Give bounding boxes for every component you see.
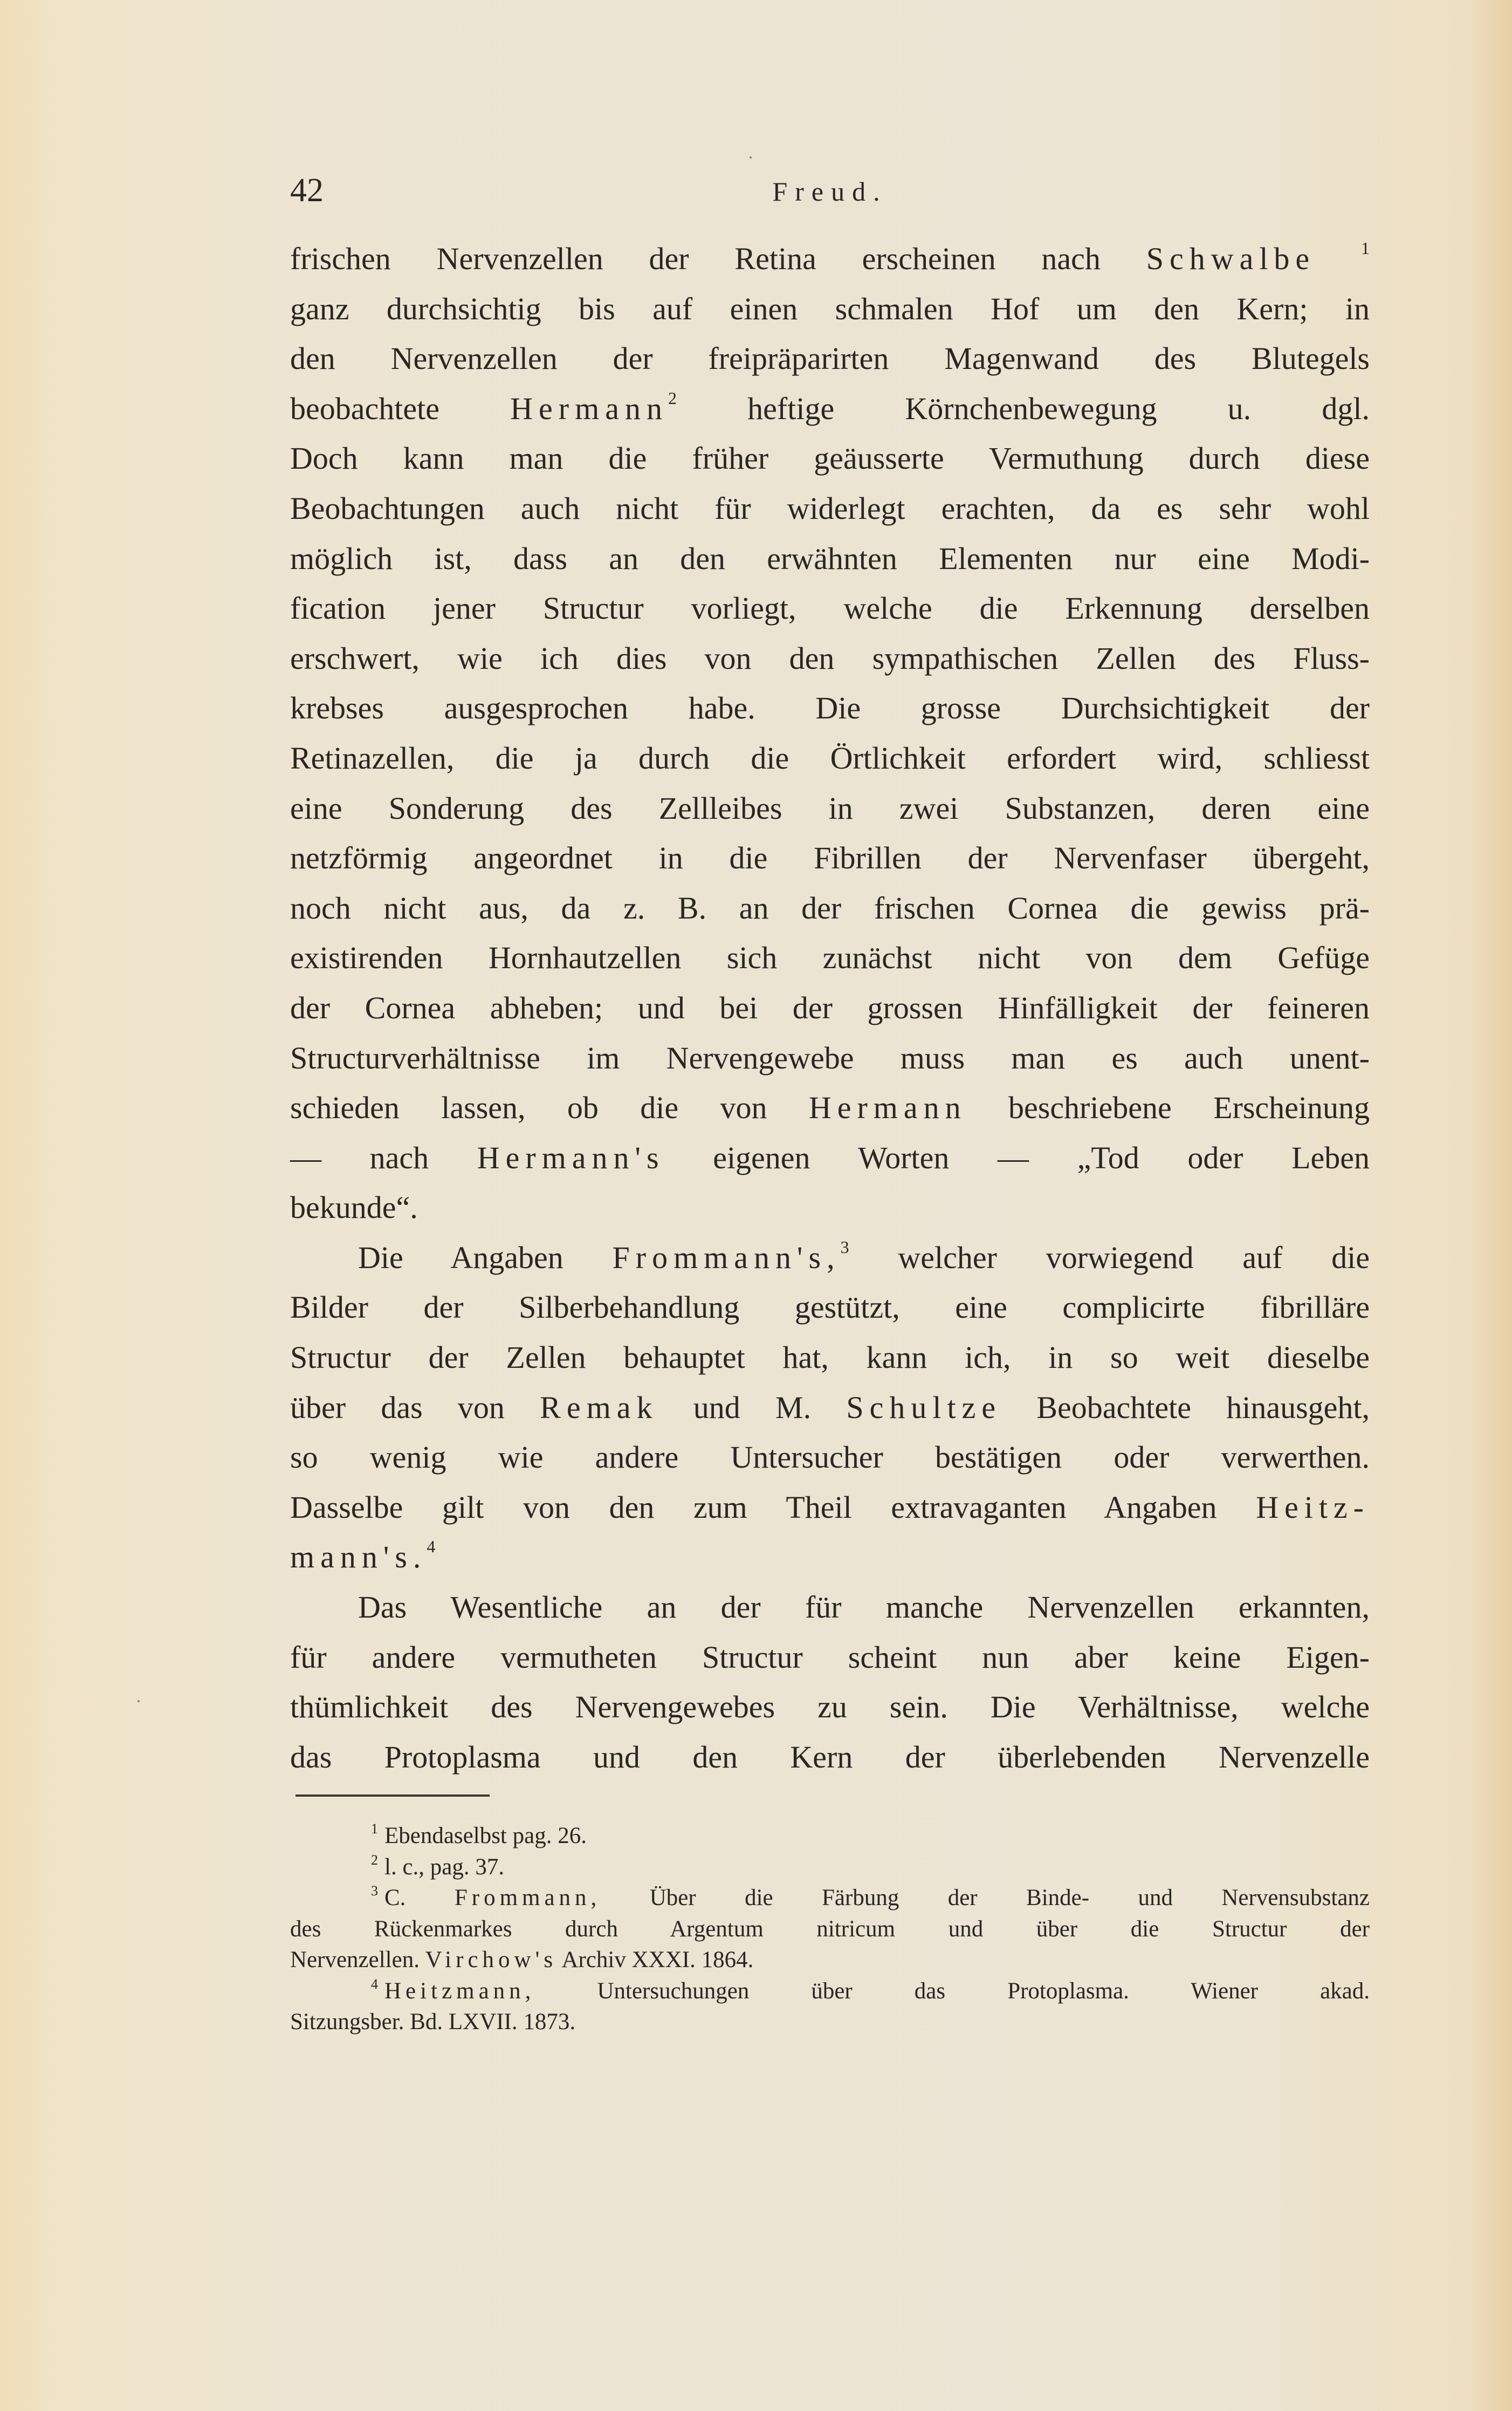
text-run: Beobachtete hinausgeht, (1001, 1389, 1370, 1425)
text-line (290, 1183, 1370, 1233)
text-run: Beobachtungen auch nicht für widerlegt erachten, da es sehr wohl (290, 490, 1370, 526)
text-line (290, 384, 1370, 434)
footnote-marker: 4 (371, 1976, 378, 1992)
text-run: ganz durchsichtig bis auf einen schmalen Hof um den Kern; in (290, 291, 1370, 326)
text-line (290, 334, 1370, 384)
text-run: Nervenzellen. (290, 1947, 425, 1972)
footnote-line (290, 1882, 1370, 1914)
text-line (290, 1283, 1370, 1333)
text-run: existirenden Hornhautzellen sich zunächst nicht von dem Gefüge (290, 940, 1370, 976)
page-number: 42 (290, 172, 324, 209)
text-run: möglich ist, dass an den erwähnten Elementen nur eine Modi- (290, 540, 1370, 576)
footnote-line (290, 1976, 1370, 2007)
author-name: Remak (540, 1389, 658, 1425)
text-run: Archiv XXXI. 1864. (557, 1947, 754, 1972)
text-run: Sitzungsber. Bd. LXVII. 1873. (290, 2009, 576, 2035)
text-line (290, 484, 1370, 534)
author-name: Heitz- (1256, 1489, 1370, 1525)
text-line (290, 634, 1370, 684)
text-line (290, 1083, 1370, 1133)
text-line (290, 683, 1370, 734)
text-line (290, 933, 1370, 983)
text-run: Untersuchungen über das Protoplasma. Wiener akad. (535, 1978, 1370, 2004)
text-run: Über die Färbung der Binde- und Nervensubstanz (601, 1885, 1370, 1910)
text-run: welcher vorwiegend auf die (849, 1239, 1370, 1275)
footnote-separator (295, 1794, 490, 1797)
text-run: Ebendaselbst pag. 26. (384, 1823, 587, 1848)
text-line (290, 883, 1370, 934)
author-name: mann's. (290, 1539, 427, 1575)
text-line (290, 1333, 1370, 1383)
text-line (290, 1532, 1370, 1583)
text-run: bekunde“. (290, 1190, 418, 1225)
footnote-reference[interactable]: 4 (427, 1537, 436, 1557)
text-run: Retinazellen, die ja durch die Örtlichkeit erfordert wird, schliesst (290, 740, 1370, 776)
text-run: — nach (290, 1140, 477, 1175)
text-line (290, 1633, 1370, 1683)
text-line (290, 434, 1370, 484)
text-run: noch nicht aus, da z. B. an der frischen Cornea die gewiss prä- (290, 890, 1370, 926)
paper-speck (138, 1700, 140, 1702)
text-line (290, 1033, 1370, 1084)
text-run: den Nervenzellen der freipräparirten Magenwand des Blutegels (290, 341, 1370, 376)
paper-speck (750, 156, 752, 159)
text-run: das Protoplasma und den Kern der überlebenden Nervenzelle (290, 1739, 1370, 1775)
footnote-line (290, 1820, 1370, 1852)
footnotes (290, 1820, 1370, 2038)
author-name: Frommann, (454, 1885, 601, 1910)
footnote-line (290, 2006, 1370, 2038)
body-text (290, 234, 1370, 1782)
text-line (290, 1233, 1370, 1283)
text-line (290, 1483, 1370, 1533)
text-run: Doch kann man die früher geäusserte Vermuthung durch diese (290, 441, 1370, 476)
footnote-line (290, 1914, 1370, 1945)
text-run: C. (384, 1885, 455, 1910)
footnote-reference[interactable]: 3 (840, 1237, 849, 1257)
author-name: Schwalbe (1146, 241, 1316, 276)
text-run: erschwert, wie ich dies von den sympathischen Zellen des Fluss- (290, 640, 1370, 676)
author-name: Schultze (846, 1389, 1002, 1425)
text-line (290, 1433, 1370, 1483)
text-line (290, 1583, 1370, 1633)
text-run (1315, 241, 1361, 276)
author-name: Virchow's (425, 1947, 558, 1972)
text-run: so wenig wie andere Untersucher bestätigen oder verwerthen. (290, 1440, 1370, 1475)
footnote-reference[interactable]: 1 (1361, 238, 1370, 258)
text-line (290, 833, 1370, 883)
author-name: Hermann (808, 1090, 967, 1126)
text-run: über das von (290, 1389, 540, 1425)
text-run: frischen Nervenzellen der Retina erscheinen nach (290, 241, 1146, 276)
running-title: Freud. (772, 176, 888, 207)
text-line (290, 534, 1370, 584)
text-run: netzförmig angeordnet in die Fibrillen der Nervenfaser übergeht, (290, 840, 1370, 876)
author-name: Hermann's (477, 1140, 665, 1175)
text-run: fication jener Structur vorliegt, welche die Erkennung derselben (290, 591, 1370, 626)
text-run: heftige Körnchenbewegung u. dgl. (676, 391, 1370, 426)
footnote-line (290, 1852, 1370, 1883)
text-run: Structur der Zellen behauptet hat, kann ich, in so weit dieselbe (290, 1340, 1370, 1375)
text-run: thümlichkeit des Nervengewebes zu sein. Die Verhältnisse, welche (290, 1689, 1370, 1725)
page-header (290, 172, 1370, 215)
text-line (290, 734, 1370, 784)
text-run: schieden lassen, ob die von (290, 1090, 809, 1126)
text-run: eigenen Worten — „Tod oder Leben (664, 1140, 1370, 1175)
text-run: krebses ausgesprochen habe. Die grosse Durchsichtigkeit der (290, 690, 1370, 726)
text-run: und M. (658, 1389, 847, 1425)
text-line (290, 584, 1370, 634)
text-run: der Cornea abheben; und bei der grossen Hinfälligkeit der feineren (290, 990, 1370, 1025)
author-name: Heitzmann, (384, 1978, 535, 2004)
text-run: eine Sonderung des Zellleibes in zwei Substanzen, deren eine (290, 790, 1370, 826)
text-line (290, 234, 1370, 284)
text-run: Bilder der Silberbehandlung gestützt, eine complicirte fibrilläre (290, 1290, 1370, 1325)
text-run: Dasselbe gilt von den zum Theil extravaganten Angaben (290, 1489, 1256, 1525)
text-line (290, 784, 1370, 834)
text-run: Das Wesentliche an der für manche Nervenzellen erkannten, (358, 1590, 1370, 1625)
author-name: Frommann's, (612, 1239, 841, 1275)
author-name: Hermann (510, 391, 668, 426)
text-line (290, 983, 1370, 1033)
text-run: beschriebene Erscheinung (966, 1090, 1370, 1126)
text-line (290, 284, 1370, 334)
footnote-marker: 2 (371, 1852, 378, 1868)
text-run: Die Angaben (358, 1239, 613, 1275)
text-run: beobachtete (290, 391, 511, 426)
text-line (290, 1383, 1370, 1433)
footnote-marker: 1 (371, 1821, 378, 1837)
footnote-line (290, 1944, 1370, 1976)
footnote-reference[interactable]: 2 (668, 388, 677, 408)
text-run: des Rückenmarkes durch Argentum nitricum und über die Structur der (290, 1916, 1370, 1942)
text-run: für andere vermutheten Structur scheint nun aber keine Eigen- (290, 1639, 1370, 1675)
text-run: l. c., pag. 37. (384, 1854, 505, 1880)
text-line (290, 1732, 1370, 1783)
footnote-marker: 3 (371, 1883, 378, 1899)
text-line (290, 1682, 1370, 1732)
text-run: Structurverhältnisse im Nervengewebe muss man es auch unent- (290, 1040, 1370, 1076)
text-line (290, 1133, 1370, 1183)
